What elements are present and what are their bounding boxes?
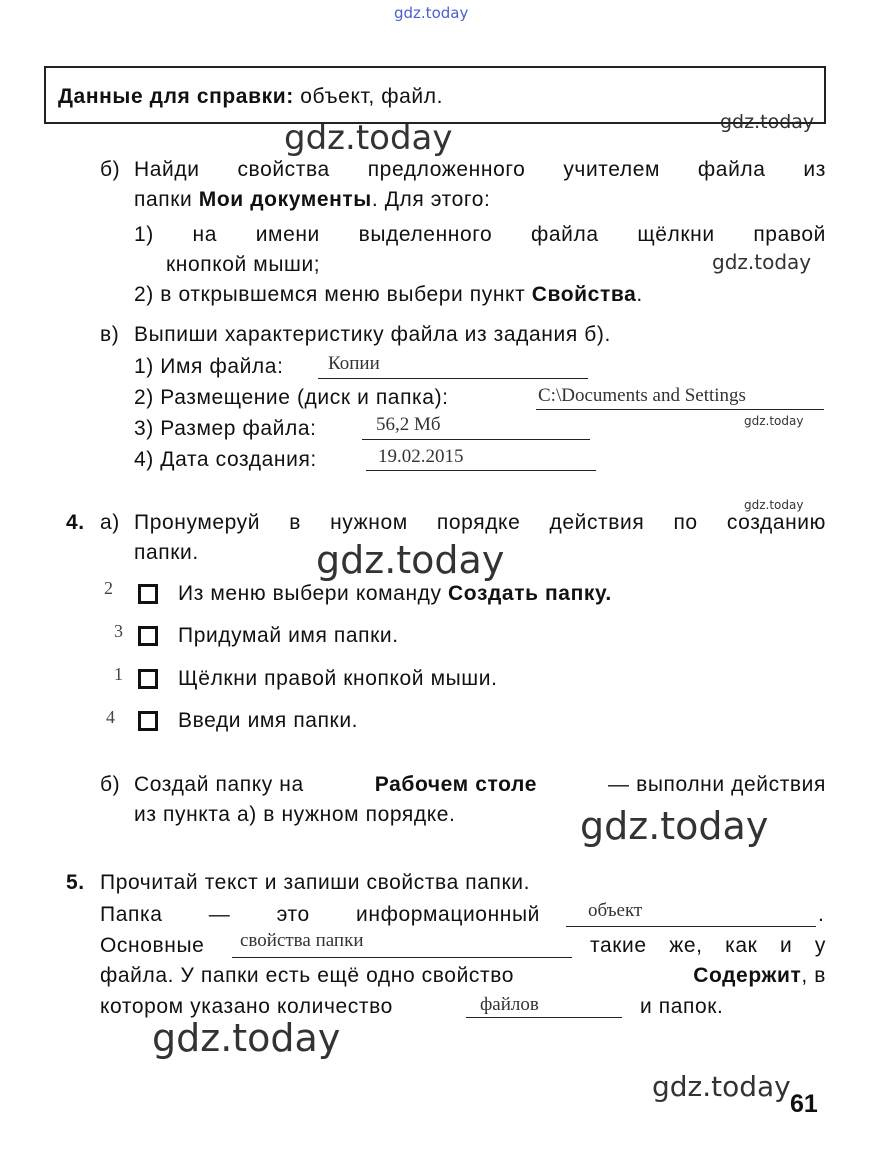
watermark: gdz.today (580, 804, 769, 848)
watermark: gdz.today (744, 414, 804, 428)
file-name-label: 1) Имя файла: (134, 355, 284, 378)
watermark: gdz.today (316, 538, 505, 582)
main-properties-answer: свойства папки (240, 930, 364, 951)
page-number: 61 (790, 1090, 818, 1118)
contains-term: Содержит (693, 964, 802, 987)
reference-label: Данные для справки: (58, 85, 294, 108)
answer-line (466, 1017, 622, 1018)
watermark: gdz.today (152, 1016, 341, 1060)
answer-line (318, 378, 588, 379)
step-order-number: 3 (114, 621, 123, 641)
task3v-marker: в) (100, 323, 120, 346)
task5-number: 5. (66, 871, 85, 894)
watermark: gdz.today (284, 118, 453, 158)
task5-title: Прочитай текст и запиши свойства папки. (100, 871, 531, 894)
task3b-step2: 2) в открывшемся меню выбери пункт Свойства. (134, 283, 643, 306)
answer-line (366, 470, 596, 471)
task4a-line1: Пронумеруй в нужном порядке действия по созданию (134, 511, 826, 534)
step-text: Из меню выбери команду Создать папку. (178, 582, 612, 605)
task4b-line1: Создай папку на Рабочем столе — выполни действия (134, 773, 826, 796)
answer-line (566, 926, 816, 927)
task5-line3: файла. У папки есть ещё одно свойство Содержит, в (100, 964, 826, 987)
step-text: Придумай имя папки. (178, 624, 399, 647)
task3b-step1-cont: кнопкой мыши; (166, 253, 321, 276)
my-documents-term: Мои документы (198, 188, 372, 211)
reference-line (58, 85, 443, 109)
answer-line (536, 409, 824, 410)
task4b-marker: б) (100, 773, 121, 796)
step-text: Щёлкни правой кнопкой мыши. (178, 667, 498, 690)
task3b-line1: Найди свойства предложенного учителем файла из (134, 158, 826, 181)
information-object-answer: объект (588, 900, 643, 921)
task5-line4-end: и папок. (640, 995, 724, 1018)
file-name-answer: Копии (328, 353, 380, 374)
task4-number: 4. (66, 511, 85, 534)
file-size-answer: 56,2 Мб (376, 414, 441, 435)
step-order-number: 2 (104, 578, 113, 598)
watermark: gdz.today (652, 1070, 791, 1103)
task5-line2-start: Основные (100, 934, 205, 957)
reference-text: объект, файл. (300, 85, 444, 108)
task5-line4-start: котором указано количество (100, 995, 393, 1018)
watermark: gdz.today (712, 250, 812, 274)
task4a-line2: папки. (134, 541, 199, 564)
task4a-marker: а) (100, 511, 120, 534)
step-checkbox[interactable] (138, 584, 158, 604)
properties-term: Свойства (531, 283, 637, 306)
file-size-label: 3) Размер файла: (134, 417, 317, 440)
creation-date-label: 4) Дата создания: (134, 448, 317, 471)
task3b-line2: папки Мои документы. Для этого: (134, 188, 491, 211)
watermark: gdz.today (720, 111, 815, 133)
task5-line1-end: . (818, 903, 825, 926)
creation-date-answer: 19.02.2015 (378, 446, 464, 467)
step-order-number: 4 (106, 707, 115, 727)
task3b-marker: б) (100, 158, 121, 181)
answer-line (362, 439, 590, 440)
step-checkbox[interactable] (138, 711, 158, 731)
watermark: gdz.today (394, 4, 469, 22)
task3v-title: Выпиши характеристику файла из задания б). (134, 323, 611, 346)
step-checkbox[interactable] (138, 669, 158, 689)
step-text: Введи имя папки. (178, 709, 359, 732)
step-order-number: 1 (114, 664, 123, 684)
file-location-answer: C:\Documents and Settings (538, 385, 746, 406)
answer-line (232, 957, 572, 958)
step-checkbox[interactable] (138, 626, 158, 646)
task5-line1-text: Папка — это информационный (100, 903, 540, 926)
task4b-line2: из пункта а) в нужном порядке. (134, 803, 456, 826)
files-count-answer: файлов (480, 994, 539, 1015)
desktop-term: Рабочем столе (374, 773, 537, 796)
task3b-step1: 1) на имени выделенного файла щёлкни правой (134, 223, 826, 246)
task5-line2-end: такие же, как и у (590, 934, 826, 957)
watermark: gdz.today (744, 498, 804, 512)
file-location-label: 2) Размещение (диск и папка): (134, 386, 449, 409)
create-folder-term: Создать папку. (448, 582, 612, 605)
